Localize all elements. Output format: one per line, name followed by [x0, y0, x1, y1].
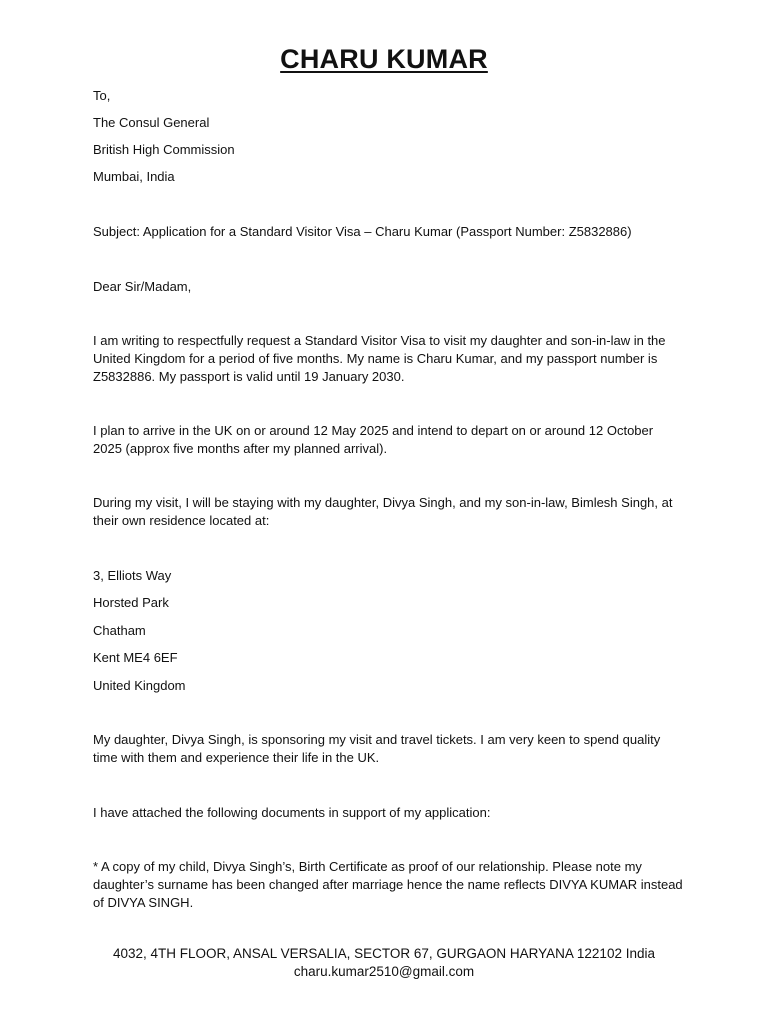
paragraph-birth-certificate: * A copy of my child, Divya Singh’s, Birth Certificate as proof of our relationship. Please note my daughter’s surname has been changed after marriage hence the name reflects DIVYA KUMAR instead of DIVYA SINGH. [93, 859, 683, 910]
paragraph-documents-intro: I have attached the following documents in support of my application: [93, 805, 491, 820]
subject-line: Subject: Application for a Standard Visitor Visa – Charu Kumar (Passport Number: Z5832886) [93, 224, 632, 239]
greeting: Dear Sir/Madam, [93, 279, 192, 294]
paragraph-sponsorship: My daughter, Divya Singh, is sponsoring my visit and travel tickets. I am very keen to spend quality time with them and experience their life in the UK. [93, 732, 661, 765]
address-line-5: United Kingdom [93, 678, 186, 693]
letterhead-name [0, 44, 768, 75]
letterhead-name-text: CHARU KUMAR [280, 44, 488, 74]
paragraph-intro: I am writing to respectfully request a Standard Visitor Visa to visit my daughter and son-in-law in the United Kingdom for a period of five months. My name is Charu Kumar, and my passport number is Z5832886. My passport is valid until 19 January 2030. [93, 333, 666, 384]
paragraph-accommodation: During my visit, I will be staying with my daughter, Divya Singh, and my son-in-law, Bimlesh Singh, at their own residence located at: [93, 495, 673, 528]
paragraph-travel-dates: I plan to arrive in the UK on or around 12 May 2025 and intend to depart on or around 12 October 2025 (approx five months after my planned arrival). [93, 423, 654, 456]
recipient-city: Mumbai, India [93, 169, 175, 184]
recipient-to: To, [93, 88, 111, 103]
address-line-3: Chatham [93, 623, 146, 638]
address-line-2: Horsted Park [93, 595, 169, 610]
address-line-1: 3, Elliots Way [93, 568, 172, 583]
address-line-4: Kent ME4 6EF [93, 650, 178, 665]
footer-email: charu.kumar2510@gmail.com [293, 964, 475, 979]
recipient-title: The Consul General [93, 115, 210, 130]
footer-address: 4032, 4TH FLOOR, ANSAL VERSALIA, SECTOR 67, GURGAON HARYANA 122102 India [113, 946, 655, 961]
recipient-organization: British High Commission [93, 142, 235, 157]
